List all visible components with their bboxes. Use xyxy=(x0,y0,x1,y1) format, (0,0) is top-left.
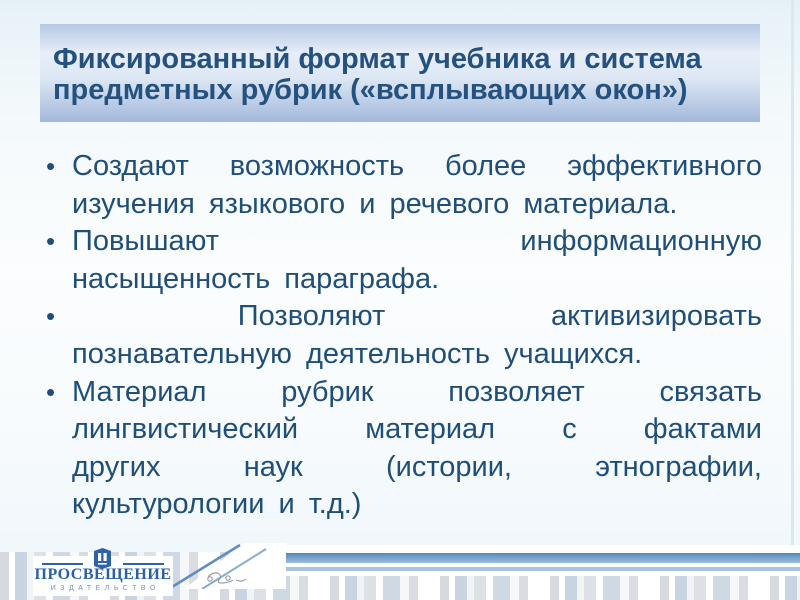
word: фактами xyxy=(643,413,762,446)
slide-title-line-1: Фиксированный формат учебника и система xyxy=(53,43,702,75)
word: возможность xyxy=(229,150,405,182)
bullet-marker: • xyxy=(46,376,56,407)
body-line xyxy=(72,148,762,186)
body-line xyxy=(72,298,762,336)
bullet-item xyxy=(46,223,762,298)
bullet-marker: • xyxy=(46,151,56,181)
body-line xyxy=(72,374,762,412)
body-line xyxy=(72,449,762,487)
word: лингвистический xyxy=(72,413,299,446)
bullet-text xyxy=(72,148,762,223)
word: других xyxy=(72,450,161,483)
bullet-item xyxy=(46,374,762,524)
word: Материал xyxy=(72,375,207,408)
word: рубрик xyxy=(281,375,374,408)
word: эффективного xyxy=(567,150,762,182)
footer-swoosh-icon xyxy=(168,543,286,589)
bullet-text xyxy=(72,374,762,524)
body-line: познавательную деятельность учащихся. xyxy=(72,337,643,370)
bullet-text xyxy=(72,298,762,373)
footer-thin-bar xyxy=(252,567,800,571)
bullet-marker: • xyxy=(46,301,56,332)
publisher-subtitle: ИЗДАТЕЛЬСТВО xyxy=(50,585,160,592)
bullet-item xyxy=(46,148,762,223)
word: Позволяют xyxy=(237,300,386,333)
body-line xyxy=(72,411,762,449)
word: наук xyxy=(243,450,303,483)
publisher-name: ПРОСВЕЩЕНИЕ xyxy=(34,566,172,583)
word: (истории, xyxy=(385,450,512,483)
bullet-marker: • xyxy=(46,226,56,257)
word: более xyxy=(445,150,527,182)
right-edge-decoration xyxy=(791,0,794,552)
bullet-text xyxy=(72,223,762,298)
word: информационную xyxy=(520,225,762,258)
publisher-logo xyxy=(33,556,173,596)
word: материал xyxy=(365,413,496,446)
logo-left-rule xyxy=(42,563,83,565)
word: позволяет xyxy=(448,375,585,408)
word: с xyxy=(562,413,577,446)
title-box xyxy=(40,24,760,122)
word: связать xyxy=(659,375,762,408)
word: Создают xyxy=(72,150,189,182)
body-line: изучения языкового и речевого материала. xyxy=(72,187,678,220)
body-line: культурологии и т.д.) xyxy=(72,488,362,521)
body-line: насыщенность параграфа. xyxy=(72,262,440,295)
logo-right-rule xyxy=(123,563,164,565)
word: этнографии, xyxy=(595,450,762,483)
slide-title-line-2: предметных рубрик («всплывающих окон») xyxy=(53,74,688,106)
bullet-item xyxy=(46,298,762,373)
bullet-list xyxy=(46,148,762,524)
body-line xyxy=(72,223,762,261)
word: Повышают xyxy=(72,225,220,258)
word: активизировать xyxy=(551,300,762,333)
footer-blue-bar xyxy=(252,553,800,563)
